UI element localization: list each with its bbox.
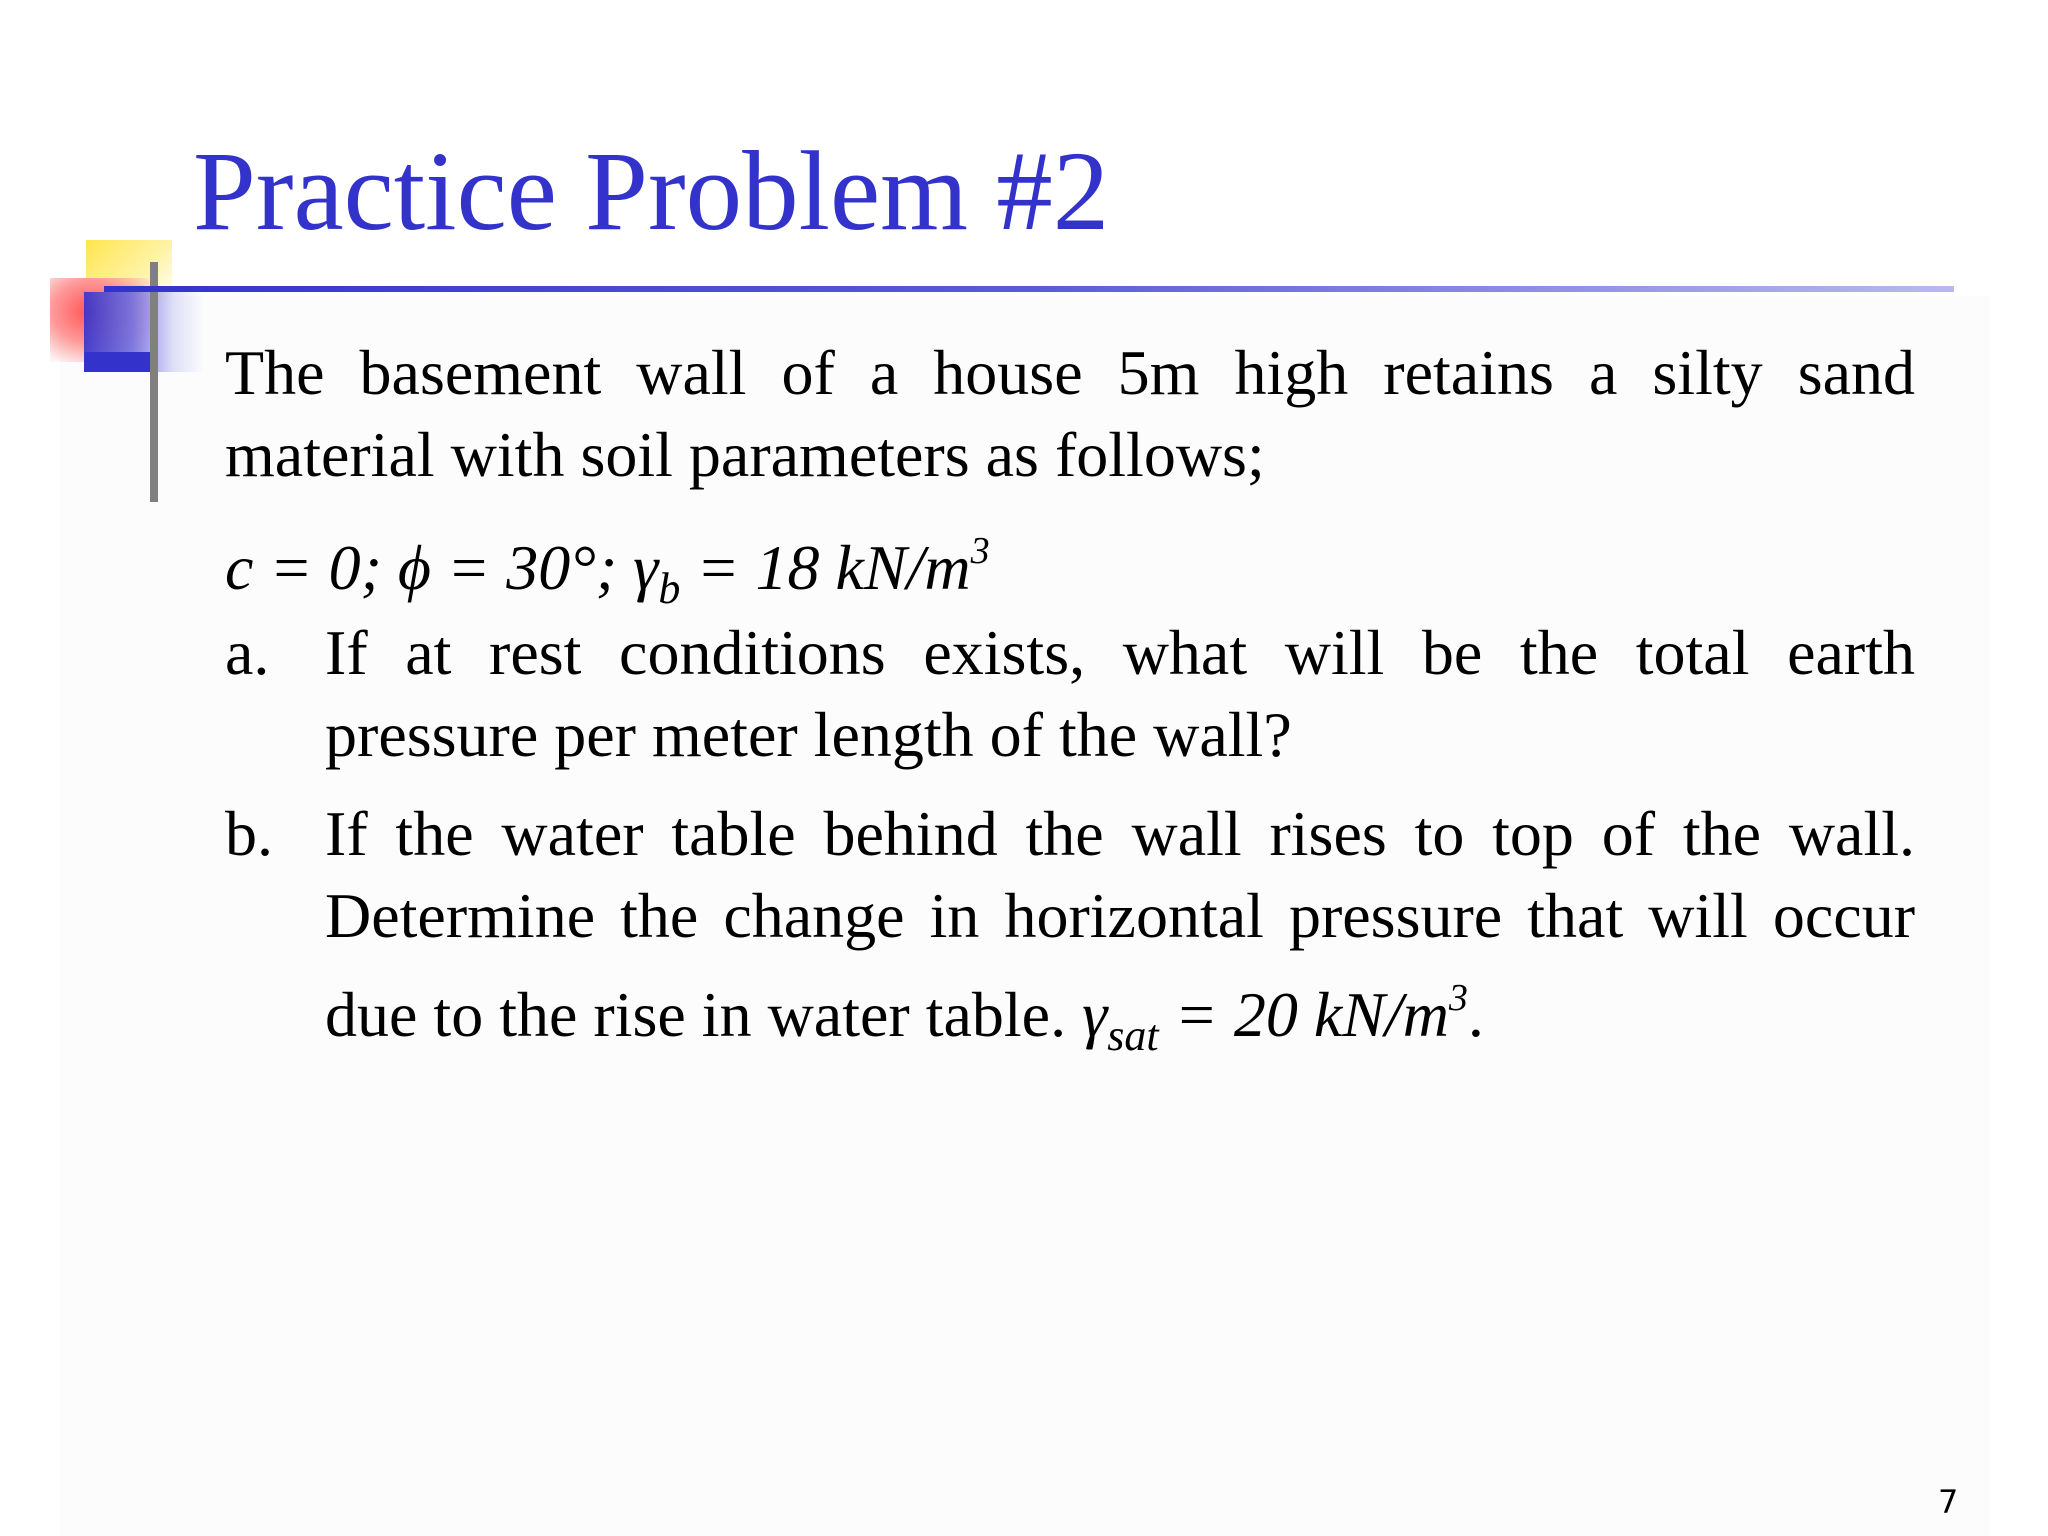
slide-title: Practice Problem #2	[193, 129, 1110, 254]
item-marker: a.	[225, 617, 270, 688]
item-text-body: If the water table behind the wall rises to top of the wall. Determine the change in horizontal pressure that will occur due to the rise in water table.	[325, 798, 1915, 1050]
gamma-sat-value: = 20 kN/m	[1158, 979, 1449, 1050]
question-item-a	[225, 612, 1915, 776]
item-text	[325, 793, 1915, 1077]
item-marker: b.	[225, 798, 273, 869]
gamma-b-symbol: γ	[633, 532, 659, 603]
phi-value: = 30°;	[431, 532, 634, 603]
gamma-sat-symbol: γ	[1082, 979, 1108, 1050]
trailing-period: .	[1467, 979, 1484, 1050]
page-number: 7	[1938, 1483, 1959, 1521]
gamma-sat-exponent: 3	[1448, 977, 1468, 1019]
cohesion-term: c = 0;	[225, 532, 398, 603]
gamma-b-exponent: 3	[970, 530, 990, 572]
gamma-b-subscript: b	[658, 564, 681, 613]
gamma-sat-expression	[1082, 977, 1468, 1060]
gamma-b-value: = 18 kN/m	[680, 532, 971, 603]
question-item-b	[225, 793, 1915, 1077]
title-underline-rule	[104, 286, 1954, 292]
problem-intro: The basement wall of a house 5m high retains a silty sand material with soil parameters as follows;	[225, 337, 1915, 490]
decorative-vertical-line	[150, 262, 158, 502]
phi-symbol: ϕ	[397, 532, 432, 603]
item-text: If at rest conditions exists, what will be the total earth pressure per meter length of the wall?	[325, 617, 1915, 770]
decorative-blue-bar	[84, 352, 158, 372]
gamma-sat-subscript: sat	[1107, 1011, 1159, 1060]
